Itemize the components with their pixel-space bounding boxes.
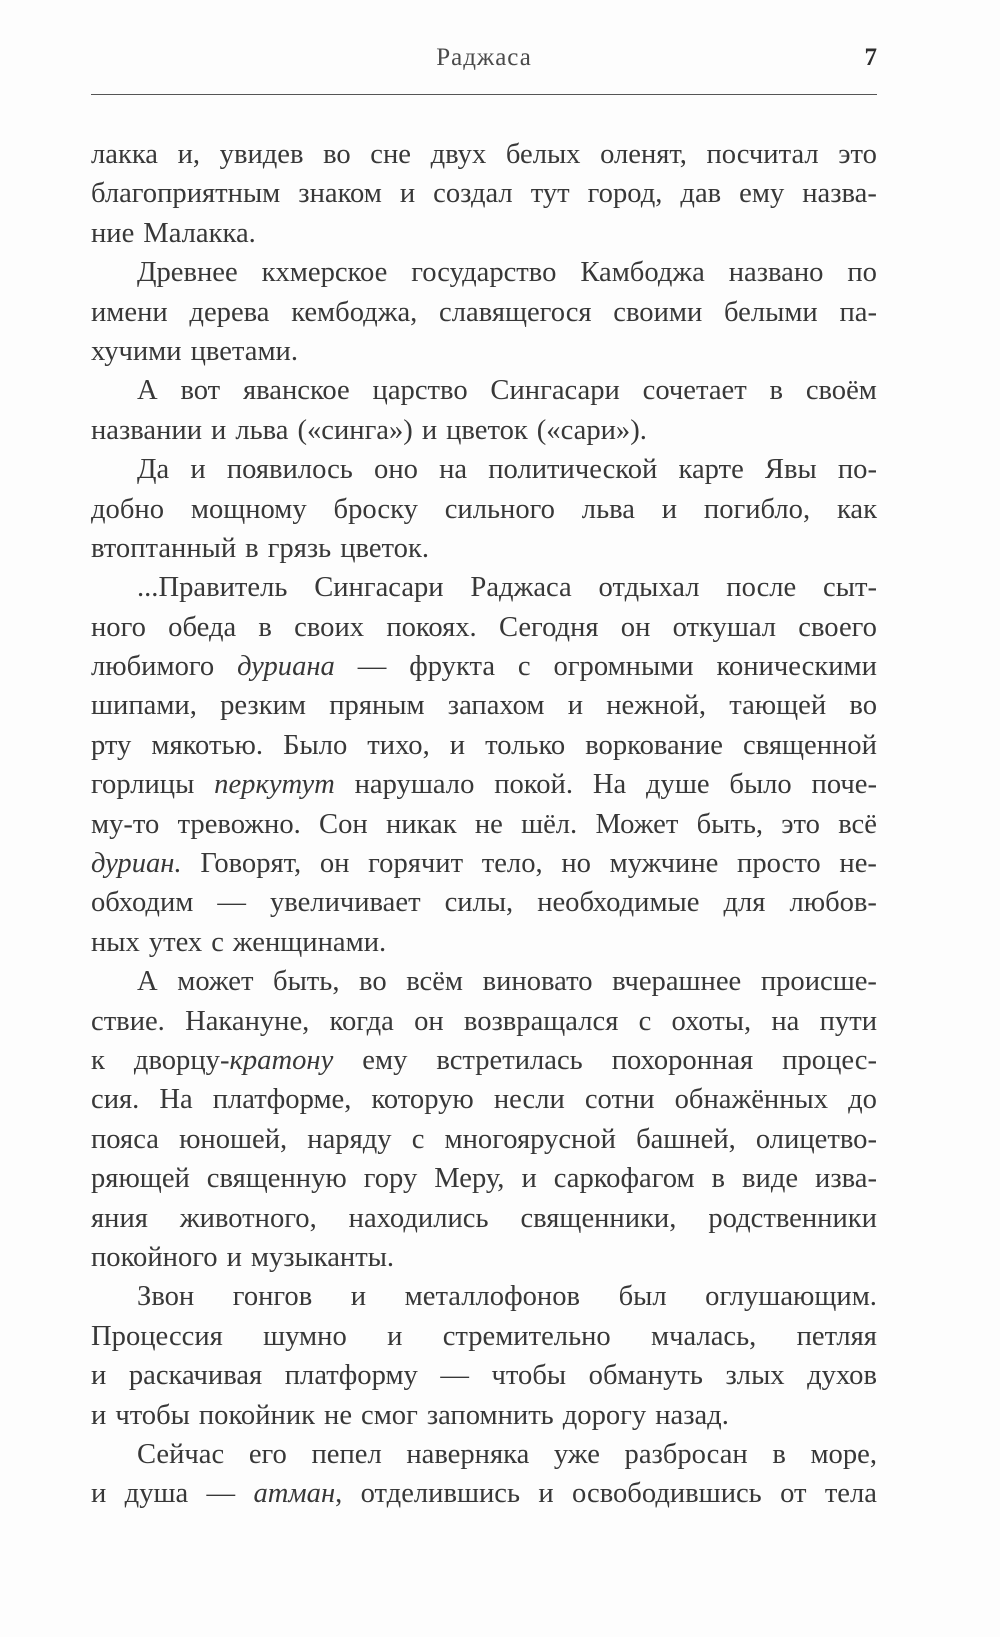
word: несли [493,1084,565,1116]
word: Да [137,454,170,486]
word: виновато [482,966,593,998]
word: отделившись [360,1478,521,1510]
word: лакка [91,139,159,170]
word: по [847,257,877,289]
text-line [91,1238,877,1277]
word: и [91,1399,107,1431]
word: сильного [444,493,555,525]
word: похоронная [611,1044,754,1076]
word: нежной, [606,690,707,722]
word: в [245,532,259,564]
word: на [771,1005,800,1037]
word: белыми [724,296,818,328]
word: сочетает [642,375,747,407]
text-line [91,1159,877,1198]
word: когда [329,1005,394,1037]
word: тихо, [367,729,430,761]
word: тело, [481,848,543,880]
word: злых [725,1360,785,1392]
word: саркофагом [553,1163,695,1195]
text-line [91,174,877,213]
word: и [567,690,583,722]
word: дворцу-кратону [133,1044,334,1076]
word: всём [406,966,464,998]
word: он [319,848,350,880]
word: покоях. [386,611,477,643]
word: вот [180,375,221,407]
word: резким [220,690,306,722]
word: цветок. [340,532,429,564]
word: и [661,493,678,525]
word: обходим [91,887,194,919]
word: Камбоджа [580,257,705,289]
word: только [485,729,566,761]
word: море, [810,1438,877,1470]
word: своих [294,611,365,643]
word: к [91,1044,105,1076]
word: душе [646,769,710,801]
word: яванское [242,375,350,407]
word: сне [370,139,411,170]
text-line [91,332,877,371]
word: цветами. [190,335,299,367]
word: своими [613,296,703,328]
word: дерева [189,296,270,328]
word: оглушающим. [705,1281,877,1313]
word: тревожно. [177,808,301,840]
word: броску [333,493,418,525]
word: создал [433,178,513,210]
word: коническими [716,651,877,683]
word: любов- [789,887,877,919]
word: — [206,1478,236,1510]
text-line [91,490,877,529]
text-line [91,1277,877,1316]
word: утех [148,926,203,958]
word: сия. [91,1084,140,1116]
word: оно [374,454,418,486]
word: запомнить [426,1399,554,1431]
word: рту [91,729,132,761]
word: силы, [444,887,514,919]
word: А [137,375,158,407]
word: мужчине [609,848,719,880]
word: не- [839,848,877,880]
word: которую [371,1084,474,1116]
word: воркование [585,729,723,761]
word: чтобы [115,1399,190,1431]
word: и [421,414,438,446]
word: На [592,769,627,801]
word: в [769,375,784,407]
text-line [91,608,877,647]
word: Малакка. [143,217,256,249]
word: пепел [311,1438,382,1470]
word: Сейчас [137,1438,225,1470]
word: и [91,1478,107,1510]
word: обеда [168,611,237,643]
word: находились [348,1202,489,1234]
word: и [190,454,206,486]
word: («сари»). [536,414,647,446]
word: На [159,1084,193,1116]
word: просто [737,848,821,880]
word: город, [587,178,663,210]
word: пути [819,1005,877,1037]
word: Сингасари [490,375,620,407]
word: обнажённых [674,1084,829,1116]
word: втоптанный [91,532,237,564]
word: яния [91,1202,148,1234]
word: встретилась [436,1044,583,1076]
text-line [91,1002,877,1041]
word: до [848,1084,877,1116]
word: откушал [672,611,777,643]
word: быть, [696,808,764,840]
word: нарушало [354,769,475,801]
word: никак [385,808,457,840]
word: музыканты. [250,1241,395,1273]
word: государство [411,257,557,289]
text-line [91,1435,877,1474]
word: Раджаса [470,572,572,604]
word: покой. [494,769,573,801]
word: изва- [815,1163,877,1195]
word: с [638,1005,652,1037]
word: появилось [226,454,353,486]
word: знаком [298,178,382,210]
word: на [439,454,468,486]
word: в [772,1438,786,1470]
word: А [137,966,158,998]
word: ных [91,926,140,958]
word: льва [235,414,289,446]
word: карте [678,454,744,486]
word: дуриана [237,651,335,683]
word: увеличивает [269,887,421,919]
word: не [324,1399,353,1431]
word: как [836,493,877,525]
word: грязь [267,532,332,564]
word: названо [728,257,824,289]
word: мякотью. [151,729,264,761]
word: льва [581,493,635,525]
word: шумно [263,1320,347,1352]
word: — [440,1360,469,1392]
word: в [258,611,272,643]
word: ствие. [91,1005,165,1037]
word: металлофонов [404,1281,581,1313]
word: Процессия [91,1320,223,1352]
word: славящегося [439,296,592,328]
word: своего [798,611,877,643]
word: во [359,966,387,998]
word: назва- [802,178,877,210]
word: виде [742,1163,799,1195]
word: охоты, [671,1005,752,1037]
text-line [91,647,877,686]
word: с [211,926,224,958]
word: многоярусной [444,1123,616,1155]
word: Говорят, [200,848,302,880]
word: шипами, [91,690,197,722]
word: назад. [655,1399,729,1431]
word: по- [837,454,877,486]
word: названии [91,414,203,446]
word: покойного [91,1241,218,1273]
body-text [91,135,877,1514]
running-title: Раджаса [436,44,532,71]
word: наверняка [406,1438,530,1470]
word: царство [372,375,468,407]
word: в [711,1163,726,1195]
word: сотни [584,1084,655,1116]
word: во [849,690,877,722]
word: погибло, [703,493,811,525]
word: ряющей [91,1163,190,1195]
word: во [323,139,351,170]
word: покойник [198,1399,316,1431]
word: это [838,139,877,170]
word: пояса [91,1123,159,1155]
word: обмануть [588,1360,703,1392]
word: горлицы [91,769,195,801]
word: происше- [760,966,877,998]
word: для [723,887,766,919]
word: он [414,1005,444,1037]
word: Может [595,808,679,840]
word: ...Правитель [137,572,288,604]
word: тут [530,178,570,210]
word: было [729,769,792,801]
word: гонгов [232,1281,313,1313]
word: и, [177,139,201,170]
word: политической [488,454,658,486]
word: мчалась, [651,1320,757,1352]
word: белых [505,139,581,170]
word: с [411,1123,425,1155]
word: горячит [368,848,464,880]
word: башней, [636,1123,736,1155]
word: ему [362,1044,408,1076]
word: наряду [307,1123,392,1155]
text-line [91,805,877,844]
word: Явы [764,454,817,486]
word: Древнее [137,257,238,289]
word: от [780,1478,807,1510]
word: пряным [329,690,425,722]
word: запахом [447,690,545,722]
text-line [91,529,877,568]
word: олицетво- [755,1123,877,1155]
word: мощному [190,493,307,525]
word: уже [553,1438,600,1470]
word: разбросан [624,1438,748,1470]
word: дав [680,178,722,210]
text-line [91,765,877,804]
word: процес- [782,1044,877,1076]
word: и [449,729,466,761]
word: платформе, [212,1084,352,1116]
word: му-то [91,808,160,840]
word: гору [363,1163,418,1195]
word: священную [206,1163,347,1195]
word: петляя [796,1320,877,1352]
word: и [91,1360,107,1392]
text-line [91,1356,877,1395]
word: стремительно [442,1320,611,1352]
word: ему [739,178,785,210]
page-number: 7 [864,44,877,71]
word: благоприятным [91,178,281,210]
word: тающей [729,690,827,722]
word: Накануне, [185,1005,310,1037]
word: — [357,651,387,683]
word: отдыхал [598,572,700,604]
word: («синга») [297,414,413,446]
word: вчерашнее [612,966,742,998]
word: и [211,414,227,446]
word: шёл. [521,808,578,840]
word: кхмерское [261,257,388,289]
word: священники, [520,1202,677,1234]
text-line [91,1120,877,1159]
word: Сон [319,808,368,840]
word: и [387,1320,403,1352]
word: священной [743,729,877,761]
word: цветок [446,414,528,446]
word: ние [91,217,135,249]
text-line [91,214,877,253]
word: Было [283,729,348,761]
word: и [521,1163,537,1195]
word: духов [807,1360,877,1392]
word: родственники [708,1202,877,1234]
text-line [91,1474,877,1513]
word: с [517,651,531,683]
word: своём [805,375,877,407]
word: и [538,1478,554,1510]
text-line [91,450,877,489]
word: дорогу [562,1399,647,1431]
word: был [618,1281,667,1313]
word: его [248,1438,287,1470]
word: необходимые [537,887,700,919]
word: чтобы [491,1360,567,1392]
word: душа [124,1478,189,1510]
text-line [91,293,877,332]
text-line [91,1396,877,1435]
word: фрукта [409,651,496,683]
word: хучими [91,335,182,367]
text-line [91,1041,877,1080]
word: и [226,1241,242,1273]
word: посчитал [706,139,819,170]
word: Сегодня [498,611,599,643]
word: может [177,966,254,998]
word: кембоджа, [291,296,418,328]
word: возвращался [463,1005,619,1037]
word: тела [824,1478,877,1510]
word: но [561,848,591,880]
word: после [726,572,797,604]
word: и [399,178,416,210]
word: ного [91,611,146,643]
word: всё [838,808,877,840]
word: добно [91,493,164,525]
text-line [91,923,877,962]
text-line [91,568,877,607]
text-line [91,1080,877,1119]
word: имени [91,296,168,328]
word: поче- [811,769,877,801]
word: Звон [137,1281,195,1313]
text-line [91,253,877,292]
word: раскачивая [128,1360,263,1392]
word: увидев [219,139,304,170]
word: не [474,808,503,840]
text-line [91,411,877,450]
word: юношей, [179,1123,288,1155]
word: женщинами. [232,926,387,958]
word: сыт- [823,572,877,604]
running-header [91,40,877,80]
text-line [91,371,877,410]
word: это [781,808,820,840]
text-line [91,883,877,922]
word: животного, [179,1202,317,1234]
text-line [91,1199,877,1238]
word: па- [839,296,877,328]
text-line [91,844,877,883]
word: огромными [553,651,694,683]
text-line [91,962,877,1001]
word: любимого [91,651,215,683]
word: и [350,1281,367,1313]
text-line [91,135,877,174]
header-rule [91,94,877,95]
word: — [217,887,246,919]
word: Меру, [434,1163,505,1195]
word: он [620,611,651,643]
text-line [91,726,877,765]
word: Сингасари [314,572,444,604]
text-line [91,686,877,725]
word: перкутут [214,769,335,801]
word: атман, [253,1478,343,1510]
word: дуриан. [91,848,182,880]
text-line [91,1317,877,1356]
word: освободившись [572,1478,762,1510]
word: платформу [284,1360,418,1392]
word: двух [430,139,487,170]
word: смог [361,1399,418,1431]
word: быть, [273,966,340,998]
word: оленят, [600,139,687,170]
